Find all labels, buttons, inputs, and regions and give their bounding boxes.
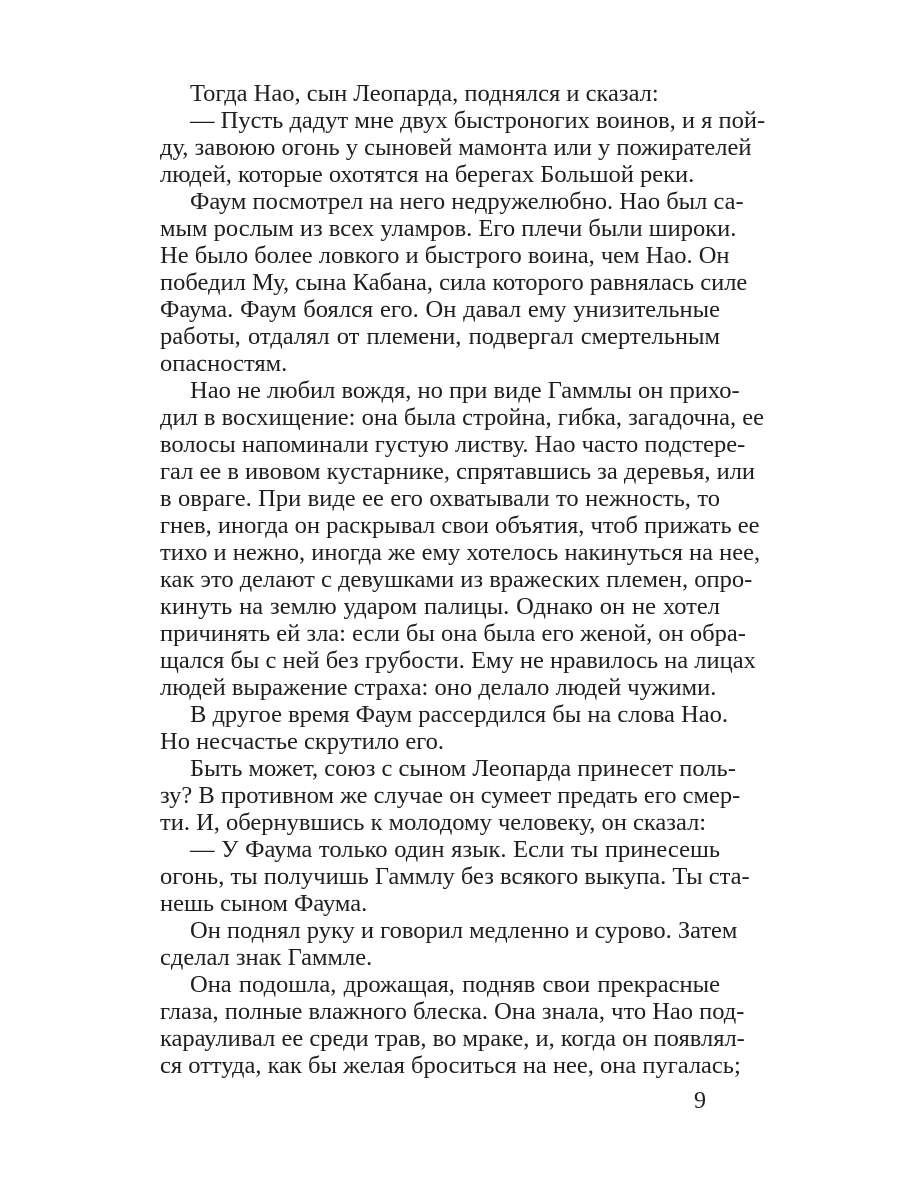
text-line: тихо и нежно, иногда же ему хотелось накинуться на нее, xyxy=(160,539,761,566)
text-line: гнев, иногда он раскрывал свои объятия, чтоб прижать ее xyxy=(160,512,760,539)
text-line: — У Фаума только один язык. Если ты принесешь xyxy=(190,836,720,863)
text-line: ти. И, обернувшись к молодому человеку, он сказал: xyxy=(160,809,707,836)
text-line: огонь, ты получишь Гаммлу без всякого выкупа. Ты ста- xyxy=(160,863,750,890)
page-number: 9 xyxy=(694,1088,706,1114)
text-line: людей выражение страха: оно делало людей чужими. xyxy=(160,674,717,701)
text-line: Но несчастье скрутило его. xyxy=(160,728,445,755)
text-line: людей, которые охотятся на берегах Большой реки. xyxy=(160,161,695,188)
text-line: как это делают с девушками из вражеских племен, опро- xyxy=(160,566,753,593)
text-line: Не было более ловкого и быстрого воина, чем Нао. Он xyxy=(160,242,730,269)
text-line: Фаум посмотрел на него недружелюбно. Нао был са- xyxy=(190,188,744,215)
text-line: нешь сыном Фаума. xyxy=(160,890,368,917)
text-line: глаза, полные влажного блеска. Она знала, что Нао под- xyxy=(160,998,745,1025)
text-line: ду, завоюю огонь у сыновей мамонта или у пожирателей xyxy=(160,134,752,161)
text-line: волосы напоминали густую листву. Нао часто подстере- xyxy=(160,431,746,458)
text-line: карауливал ее среди трав, во мраке, и, когда он появлял- xyxy=(160,1025,745,1052)
text-line: В другое время Фаум рассердился бы на слова Нао. xyxy=(190,701,728,728)
text-line: ся оттуда, как бы желая броситься на нее, она пугалась; xyxy=(160,1052,741,1079)
text-line: — Пусть дадут мне двух быстроногих воинов, и я пой- xyxy=(190,107,766,134)
text-line: Она подошла, дрожащая, подняв свои прекрасные xyxy=(190,971,720,998)
text-line: Тогда Нао, сын Леопарда, поднялся и сказал: xyxy=(190,80,659,107)
text-line: Он поднял руку и говорил медленно и сурово. Затем xyxy=(190,917,738,944)
text-line: победил Му, сына Кабана, сила которого равнялась силе xyxy=(160,269,748,296)
text-line: опасностям. xyxy=(160,350,288,377)
text-line: щался бы с ней без грубости. Ему не нравилось на лицах xyxy=(160,647,756,674)
text-line: Быть может, союз с сыном Леопарда принесет поль- xyxy=(190,755,736,782)
text-line: кинуть на землю ударом палицы. Однако он не хотел xyxy=(160,593,720,620)
text-line: причинять ей зла: если бы она была его женой, он обра- xyxy=(160,620,746,647)
body-text xyxy=(160,80,766,1079)
text-line: сделал знак Гаммле. xyxy=(160,944,373,971)
text-line: зу? В противном же случае он сумеет предать его смер- xyxy=(160,782,741,809)
text-line: гал ее в ивовом кустарнике, спрятавшись за деревья, или xyxy=(160,458,756,485)
text-line: Нао не любил вождя, но при виде Гаммлы он прихо- xyxy=(190,377,740,404)
text-line: мым рослым из всех уламров. Его плечи были широки. xyxy=(160,215,737,242)
text-line: дил в восхищение: она была стройна, гибка, загадочна, ее xyxy=(160,404,764,431)
text-line: в овраге. При виде ее его охватывали то нежность, то xyxy=(160,485,720,512)
text-line: Фаума. Фаум боялся его. Он давал ему унизительные xyxy=(160,296,720,323)
text-line: работы, отдалял от племени, подвергал смертельным xyxy=(160,323,720,350)
